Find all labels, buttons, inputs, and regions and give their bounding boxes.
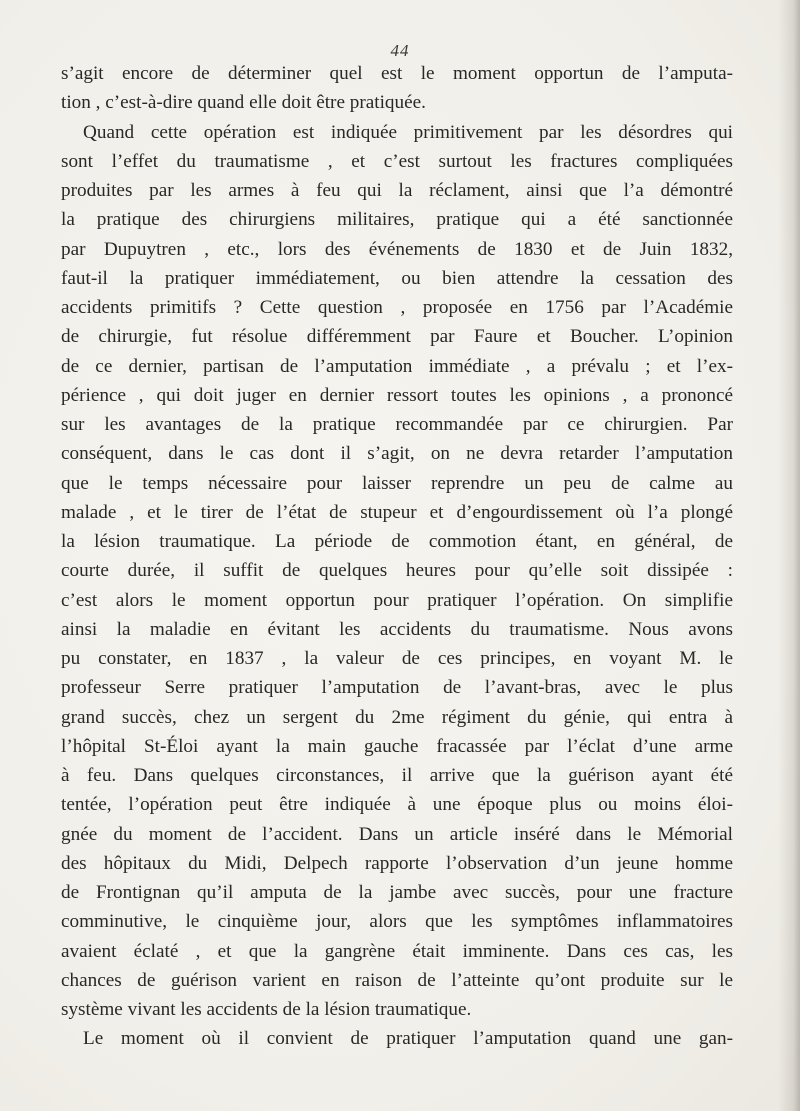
text-line: tentée, l’opération peut être indiquée à une époque plus ou moins éloi- xyxy=(61,794,733,816)
text-line: faut-il la pratiquer immédiatement, ou bien attendre la cessation des xyxy=(61,267,733,289)
text-line: chances de guérison varient en raison de l’atteinte qu’ont produite sur le xyxy=(61,969,733,991)
text-line: périence , qui doit juger en dernier ressort toutes les opinions , a prononcé xyxy=(61,384,733,406)
text-line: produites par les armes à feu qui la réclament, ainsi que l’a démontré xyxy=(61,180,733,201)
text-line: accidents primitifs ? Cette question , proposée en 1756 par l’Académie xyxy=(61,297,733,318)
text-line: Quand cette opération est indiquée primitivement par les désordres qui xyxy=(83,121,733,143)
text-line: des hôpitaux du Midi, Delpech rapporte l’observation d’un jeune homme xyxy=(61,852,733,874)
page-number: 44 xyxy=(390,41,410,60)
text-line: s’agit encore de déterminer quel est le moment opportun de l’amputa- xyxy=(61,63,733,84)
text-line: de Frontignan qu’il amputa de la jambe avec succès, pour une fracture xyxy=(61,882,733,903)
text-line: professeur Serre pratiquer l’amputation de l’avant-bras, avec le plus xyxy=(61,677,733,699)
text-line: courte durée, il suffit de quelques heures pour qu’elle soit dissipée : xyxy=(61,560,733,582)
body-text xyxy=(61,59,733,1054)
text-line: par Dupuytren , etc., lors des événements de 1830 et de Juin 1832, xyxy=(61,238,733,260)
text-line: malade , et le tirer de l’état de stupeur et d’engourdissement où l’a plongé xyxy=(61,501,733,523)
text-line: l’hôpital St-Éloi ayant la main gauche fracassée par l’éclat d’une arme xyxy=(61,735,733,757)
text-line: conséquent, dans le cas dont il s’agit, on ne devra retarder l’amputation xyxy=(61,443,733,465)
text-line: la lésion traumatique. La période de commotion étant, en général, de xyxy=(61,531,733,552)
text-line: c’est alors le moment opportun pour pratiquer l’opération. On simplifie xyxy=(61,589,733,611)
text-line: la pratique des chirurgiens militaires, pratique qui a été sanctionnée xyxy=(61,209,733,231)
text-line: de ce dernier, partisan de l’amputation immédiate , a prévalu ; et l’ex- xyxy=(61,355,733,377)
page-edge-shadow xyxy=(778,0,800,1111)
text-line: gnée du moment de l’accident. Dans un article inséré dans le Mémorial xyxy=(61,823,733,845)
text-line: avaient éclaté , et que la gangrène était imminente. Dans ces cas, les xyxy=(61,940,733,962)
text-line: pu constater, en 1837 , la valeur de ces principes, en voyant M. le xyxy=(61,648,733,669)
text-line: ainsi la maladie en évitant les accidents du traumatisme. Nous avons xyxy=(61,618,733,640)
text-line: sur les avantages de la pratique recommandée par ce chirurgien. Par xyxy=(61,414,733,435)
text-line: à feu. Dans quelques circonstances, il arrive que la guérison ayant été xyxy=(61,765,733,786)
text-line: système vivant les accidents de la lésion traumatique. xyxy=(61,999,472,1020)
text-line: sont l’effet du traumatisme , et c’est surtout les fractures compliquées xyxy=(61,150,733,172)
text-line: Le moment où il convient de pratiquer l’amputation quand une gan- xyxy=(83,1028,733,1050)
text-line: de chirurgie, fut résolue différemment par Faure et Boucher. L’opinion xyxy=(61,326,733,348)
text-line: tion , c’est-à-dire quand elle doit être pratiquée. xyxy=(61,92,426,114)
text-line: grand succès, chez un sergent du 2me régiment du génie, qui entra à xyxy=(61,706,733,728)
text-line: que le temps nécessaire pour laisser reprendre un peu de calme au xyxy=(61,472,733,494)
text-line: comminutive, le cinquième jour, alors que les symptômes inflammatoires xyxy=(61,911,733,933)
